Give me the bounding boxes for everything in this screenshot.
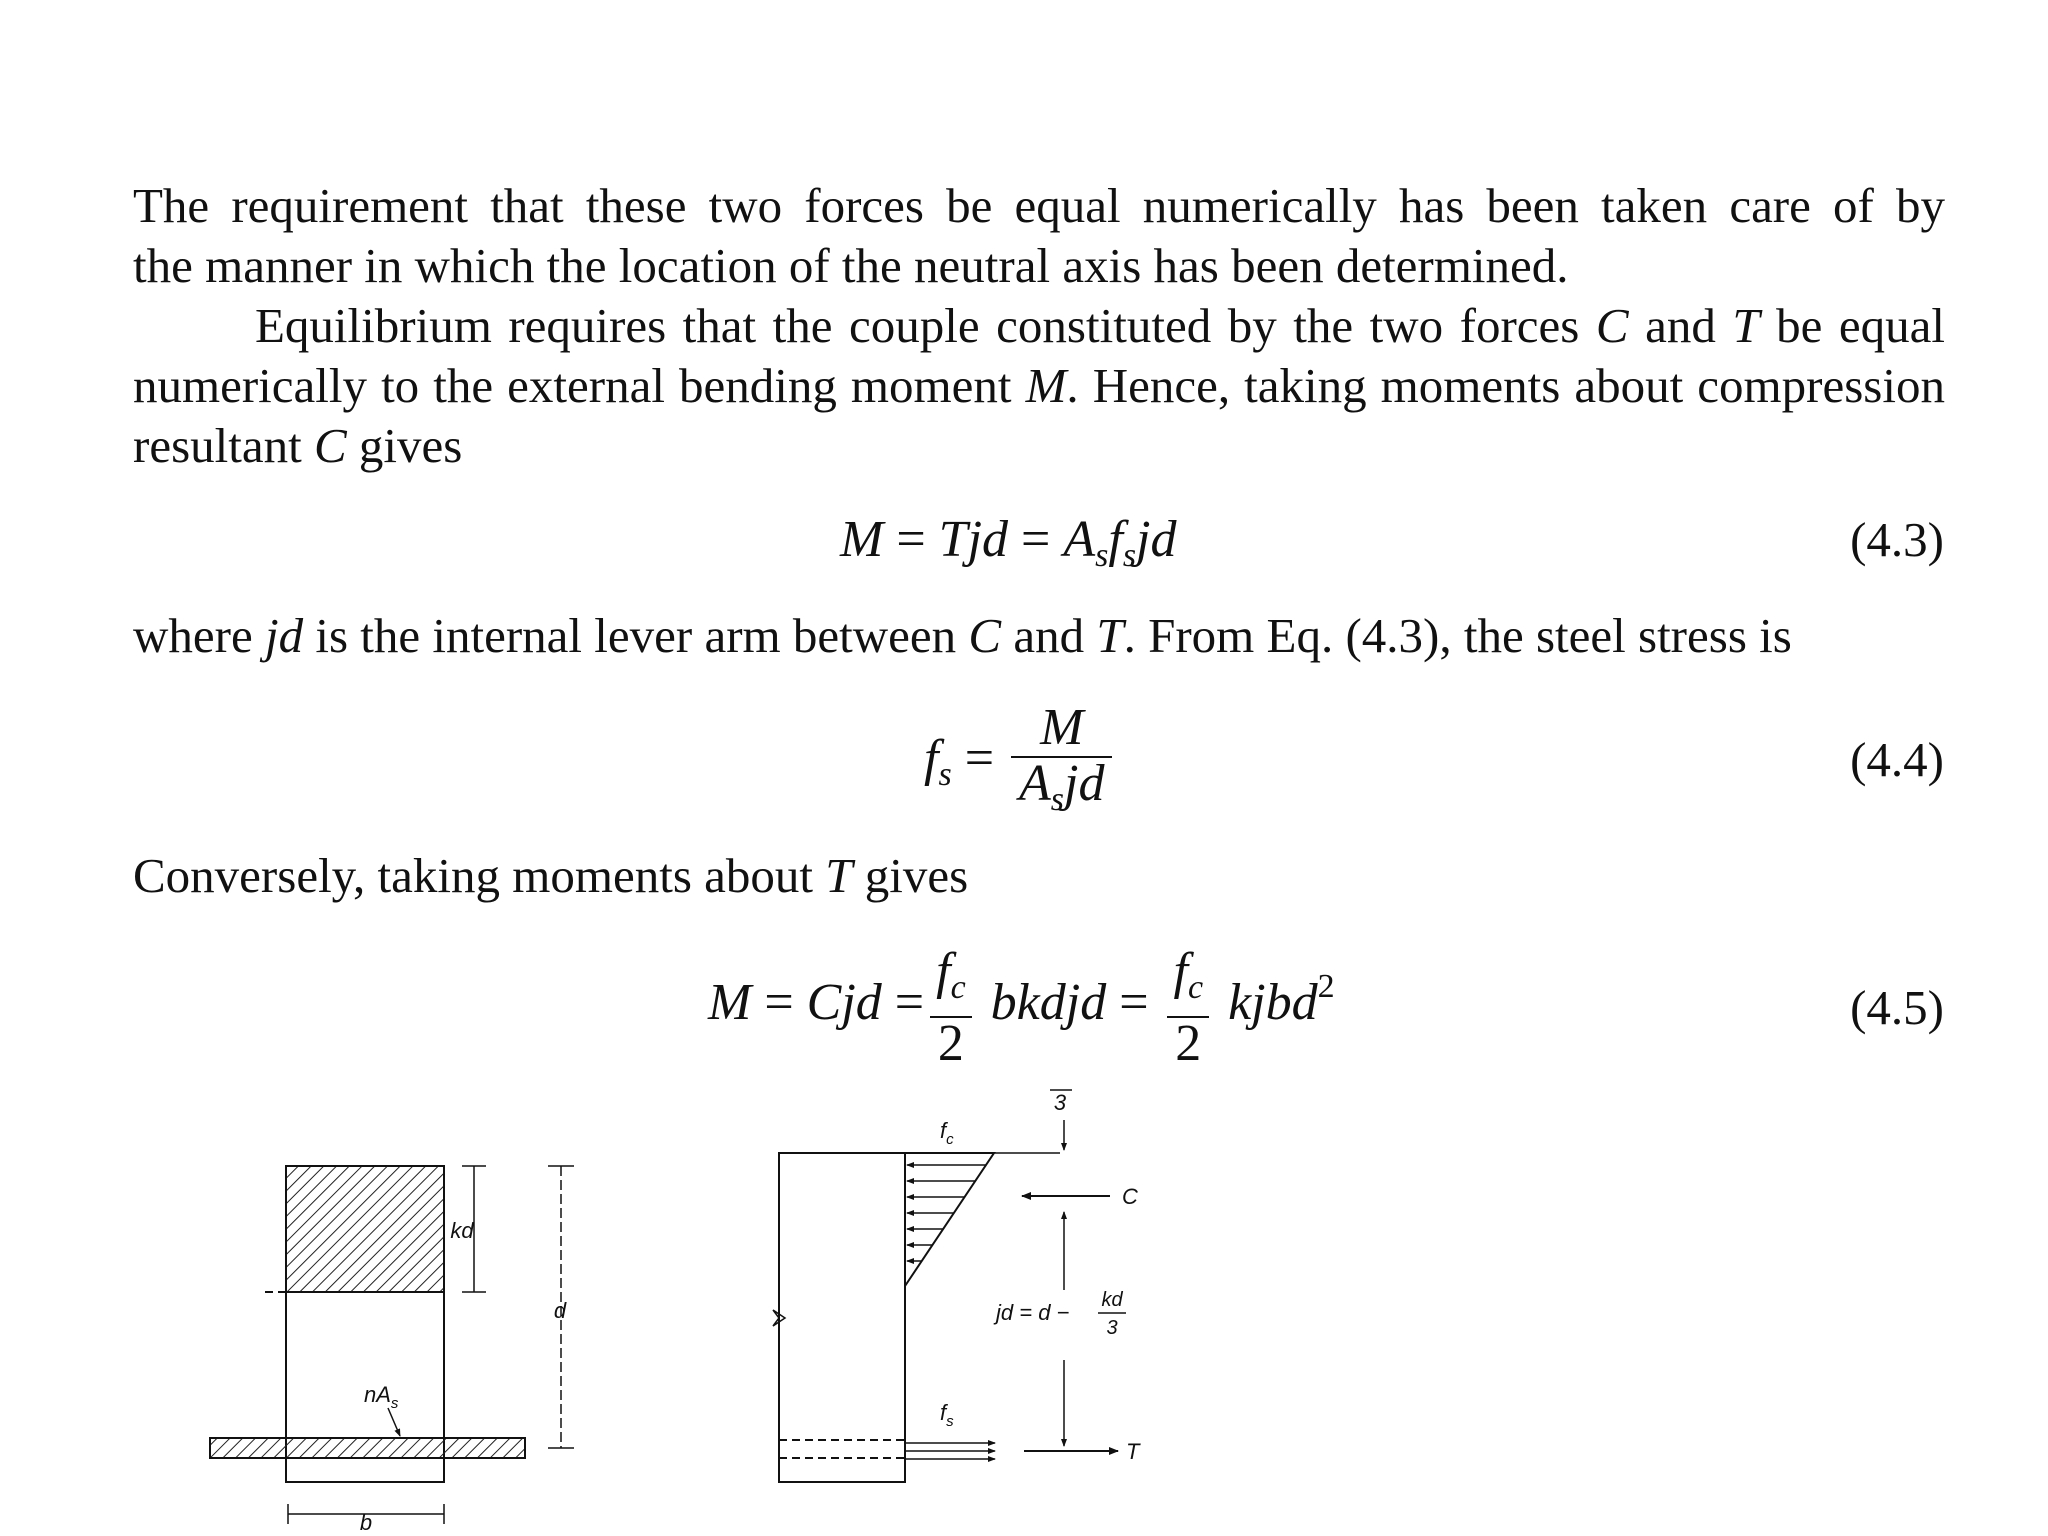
p2-text-4: gives xyxy=(346,418,463,473)
label-kd-numerator: kd xyxy=(1101,1289,1123,1311)
label-b: b xyxy=(359,1510,373,1535)
compression-zone-hatched xyxy=(286,1166,444,1292)
beam-elevation xyxy=(779,1153,905,1482)
p3-text-2: is the internal lever arm between xyxy=(303,608,969,663)
label-kd: kd xyxy=(450,1218,474,1243)
p3-var-C: C xyxy=(968,608,1002,663)
label-fc xyxy=(940,1118,954,1148)
eq44-sub-s: s xyxy=(938,755,952,793)
eq45-eq3: = xyxy=(1106,973,1162,1031)
eq44-eq: = xyxy=(951,729,1008,787)
eq45-Cjd: Cjd xyxy=(806,973,882,1031)
eq44-f: f xyxy=(924,729,939,787)
p2-text-2: be equal numerically to the external bending moment xyxy=(133,298,1946,413)
label-three: 3 xyxy=(1053,1090,1067,1115)
label-fs-main: f xyxy=(940,1400,947,1425)
p2-text-3: . Hence, taking moments about compression resultant xyxy=(133,358,1945,473)
p2-var-M: M xyxy=(1025,358,1067,413)
eq45-bkdjd: bkdjd xyxy=(977,973,1107,1031)
eq44-den-jd: jd xyxy=(1064,755,1105,812)
equation-number-4-4: (4.4) xyxy=(1850,732,1944,787)
p3-and: and xyxy=(1001,608,1097,663)
eq43-jd: jd xyxy=(1136,511,1177,568)
p2-and: and xyxy=(1628,298,1733,353)
p2-text-1: Equilibrium requires that the couple constituted by the two forces xyxy=(255,298,1596,353)
eq45-frac2-f: f xyxy=(1173,943,1188,1000)
eq45-squared: 2 xyxy=(1317,967,1335,1005)
label-fs xyxy=(940,1400,954,1430)
p3-text-3: . From Eq. (4.3), the steel stress is xyxy=(1123,608,1792,663)
label-jd-equation: jd = d − xyxy=(996,1300,1070,1325)
p3-var-T: T xyxy=(1096,608,1124,663)
label-nAs-sub: s xyxy=(390,1395,399,1412)
eq43-f: f xyxy=(1108,511,1123,568)
eq44-den-A: A xyxy=(1019,755,1051,812)
label-d: d xyxy=(553,1298,567,1323)
label-T: T xyxy=(1126,1439,1140,1464)
eq45-frac1-f: f xyxy=(936,943,951,1000)
p3-var-jd: jd xyxy=(264,608,304,663)
equation-number-4-3: (4.3) xyxy=(1850,512,1944,567)
eq45-frac1-sub-c: c xyxy=(950,969,966,1006)
steel-stress-arrows xyxy=(905,1443,995,1459)
eq43-M: M xyxy=(840,511,884,568)
paragraph-1-text-2: the manner in which the location of the neutral axis has been determined. xyxy=(133,238,1569,293)
eq45-M: M xyxy=(708,973,752,1031)
compression-stress-triangle xyxy=(905,1153,994,1286)
nAs-leader xyxy=(388,1408,400,1436)
eq43-Tjd: Tjd xyxy=(938,511,1009,568)
p4-text-2: gives xyxy=(852,848,969,903)
eq45-eq2: = xyxy=(881,973,925,1031)
paragraph-1-text-1: The requirement that these two forces be equal numerically has been taken care of by xyxy=(133,178,1945,233)
equation-number-4-5: (4.5) xyxy=(1850,980,1944,1035)
p2-var-C2: C xyxy=(313,418,347,473)
label-fc-sub: c xyxy=(946,1131,954,1148)
eq45-kjbd: kjbd xyxy=(1215,973,1318,1031)
label-kd-denominator: 3 xyxy=(1106,1317,1118,1339)
transformed-steel-area xyxy=(210,1438,525,1458)
eq45-frac1-den: 2 xyxy=(930,1016,972,1070)
cross-section xyxy=(210,1166,574,1524)
p2-var-C: C xyxy=(1595,298,1629,353)
label-C: C xyxy=(1122,1184,1138,1209)
label-fs-sub: s xyxy=(946,1413,954,1430)
eq44-numerator: M xyxy=(1040,699,1084,756)
eq43-eq2: = xyxy=(1008,511,1064,568)
label-nAs-main: nA xyxy=(364,1382,391,1407)
p4-var-T: T xyxy=(825,848,853,903)
eq43-sub-s2: s xyxy=(1122,537,1137,574)
eq43-A: A xyxy=(1063,511,1096,568)
compression-stress-arrows xyxy=(907,1165,986,1261)
eq43-eq1: = xyxy=(883,511,939,568)
p4-text-1: Conversely, taking moments about xyxy=(133,848,826,903)
p2-var-T: T xyxy=(1732,298,1760,353)
p3-text-1: where xyxy=(133,608,265,663)
eq43-sub-s1: s xyxy=(1095,537,1109,574)
eq44-den-sub-s: s xyxy=(1050,781,1065,818)
label-fc-main: f xyxy=(940,1118,947,1143)
label-nAs xyxy=(364,1382,399,1412)
eq45-frac2-sub-c: c xyxy=(1187,969,1204,1006)
eq45-eq1: = xyxy=(751,973,807,1031)
eq45-frac2-den: 2 xyxy=(1167,1016,1209,1070)
